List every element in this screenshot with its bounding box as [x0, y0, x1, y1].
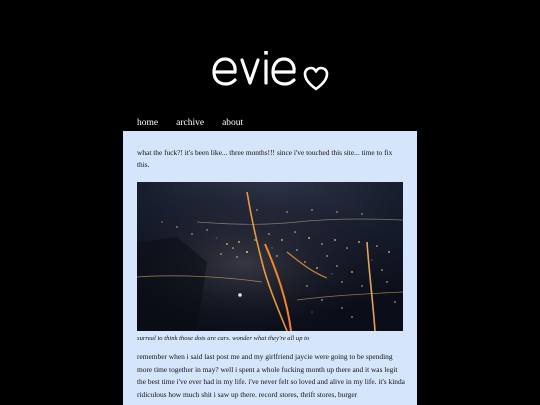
nav-about-link[interactable]: about	[222, 118, 244, 128]
photo-caption: surreal to think those dots are cars. wonder what they're all up to	[137, 335, 310, 342]
logo-graphic	[205, 42, 340, 98]
nav-archive-link[interactable]: archive	[176, 118, 205, 128]
post-body-text: remember when i said last post me and my girlfriend jaycie were going to be spending more time together in may? well i spent a whole fucking month up there and it was legit the best time i've ever had in my life. i've never felt so loved and alive in my life. it's kinda ridiculous how much shit i saw up there. record stores, thrift stores, burger	[137, 352, 405, 399]
post-intro-text: what the fuck?! it's been like... three months!!! since i've touched this site... time to fix this.	[137, 148, 393, 169]
main-nav	[137, 118, 261, 128]
heart-icon	[305, 68, 327, 89]
content-panel	[123, 131, 417, 405]
post-photo	[137, 182, 403, 331]
site-logo[interactable]	[205, 42, 340, 98]
nav-home-link[interactable]: home	[137, 118, 159, 128]
